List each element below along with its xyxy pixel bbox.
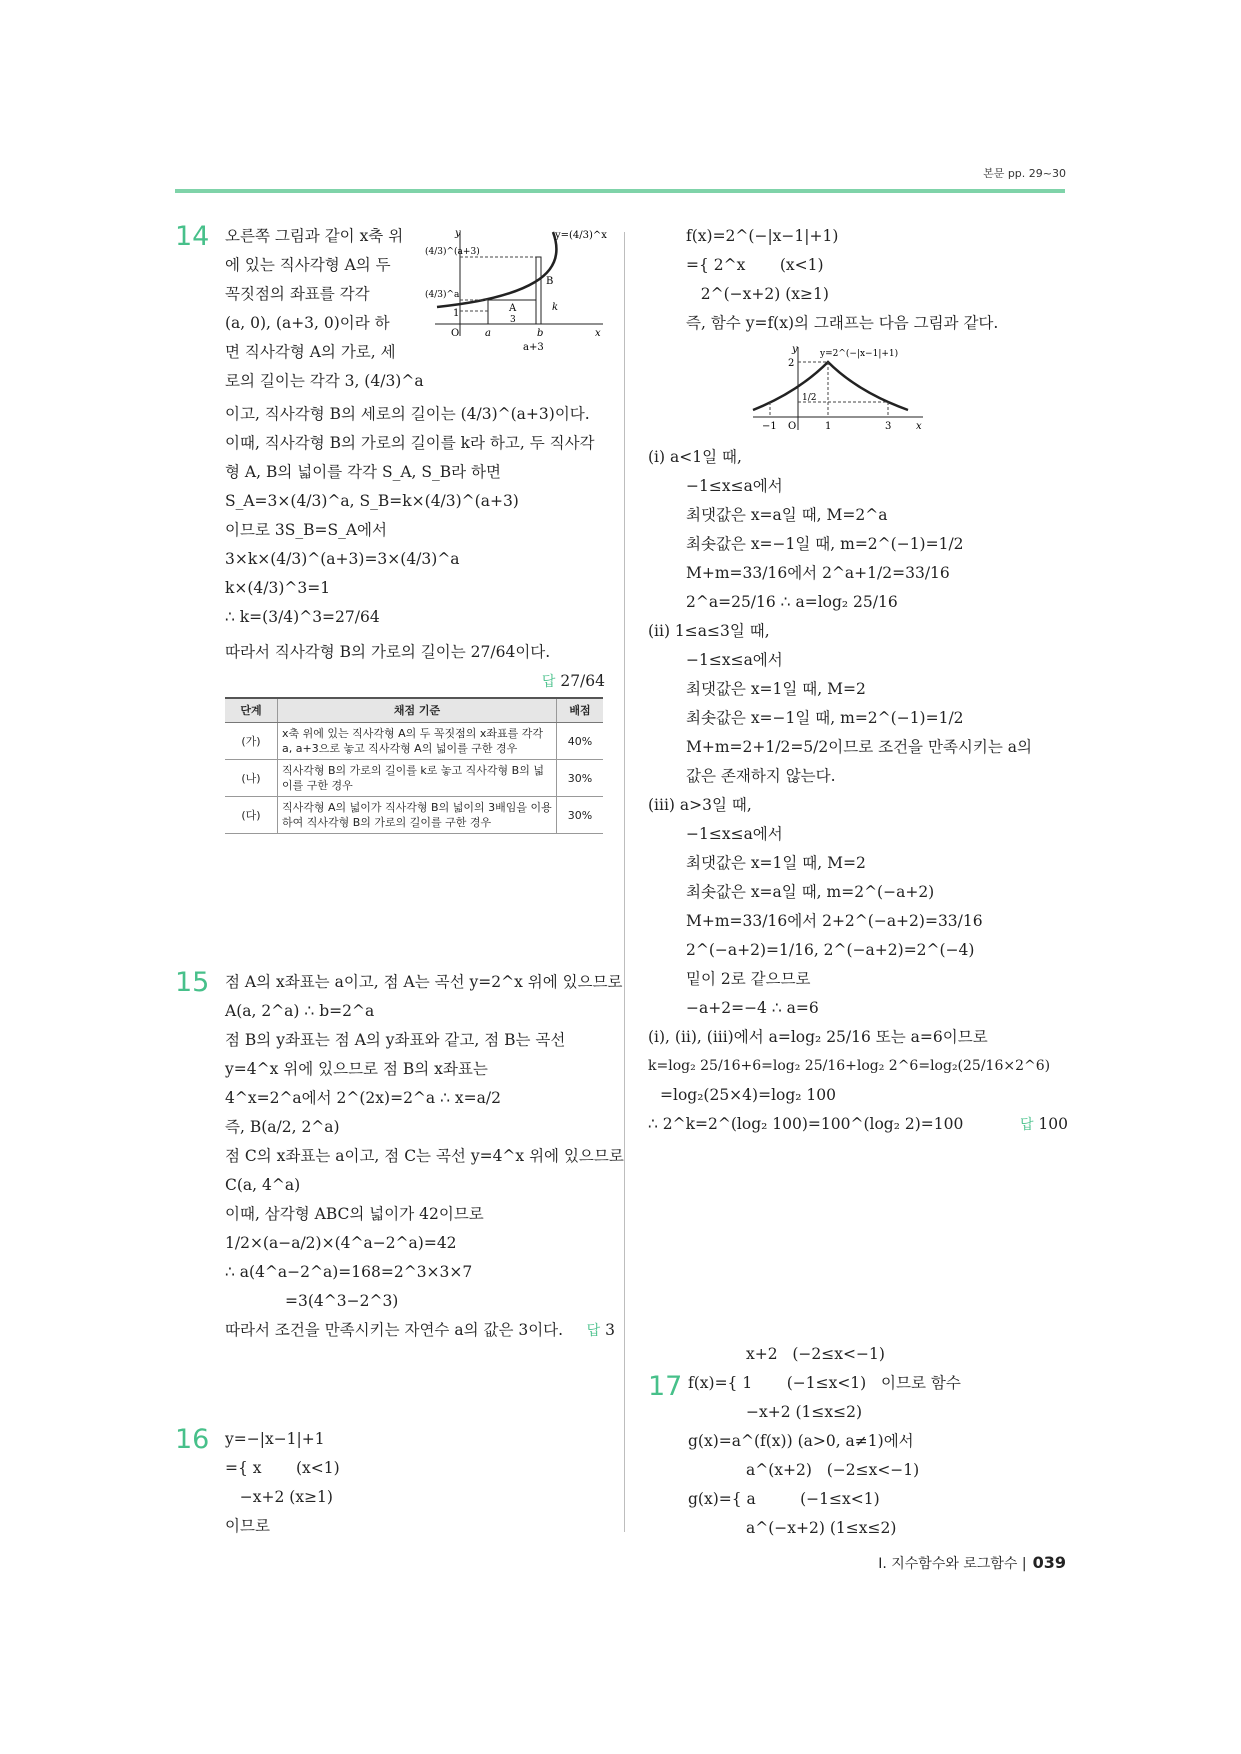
p16-graph-label: y	[792, 344, 798, 355]
p14-graph-label: B	[546, 276, 554, 287]
p16-case-line: 최솟값은 x=−1일 때, m=2^(−1)=1/2	[686, 709, 964, 727]
p14-graph-label: A	[509, 303, 517, 314]
p14-intro-line: 로의 길이는 각각 3, (4/3)^a	[225, 372, 424, 390]
p16-line: ={ x (x<1)	[225, 1459, 340, 1477]
p14-graph-label: y	[455, 228, 461, 239]
p16-case-line: 최댓값은 x=1일 때, M=2	[686, 854, 866, 872]
p16-graph-label: 1	[825, 421, 832, 432]
p17-line: a^(−x+2) (1≤x≤2)	[746, 1519, 897, 1537]
p14-graph-label: (4/3)^a	[425, 290, 460, 300]
left-column	[175, 222, 605, 834]
p14-line: 3×k×(4/3)^(a+3)=3×(4/3)^a	[225, 550, 460, 568]
p16-case-line: k=log₂ 25/16+6=log₂ 25/16+log₂ 2^6=log₂(25/16×2^6)	[648, 1058, 1051, 1074]
p16-right-line: f(x)=2^(−|x−1|+1)	[686, 227, 839, 245]
p17-line: f(x)={ 1 (−1≤x<1) 이므로 함수	[688, 1374, 961, 1392]
table-cell: (나)	[225, 760, 278, 797]
p16-case-line: ∴ 2^k=2^(log₂ 100)=100^(log₂ 2)=100	[648, 1115, 964, 1133]
p16-graph-label: 2	[788, 358, 795, 369]
footer-chapter: Ⅰ. 지수함수와 로그함수 |	[878, 1556, 1027, 1572]
p16-case-line: 최댓값은 x=1일 때, M=2	[686, 680, 866, 698]
page-footer	[878, 1553, 1066, 1573]
p16-right-line: 2^(−x+2) (x≥1)	[686, 285, 829, 303]
p16-graph-label: 3	[885, 421, 892, 432]
p15-line: 즉, B(a/2, 2^a)	[225, 1118, 340, 1136]
p16-graph	[748, 342, 928, 437]
p16-case-line: (iii) a>3일 때,	[648, 796, 752, 814]
p14-line: k×(4/3)^3=1	[225, 579, 331, 597]
p16-graph-label: y=2^(−|x−1|+1)	[820, 349, 899, 359]
p14-intro-line: 오른쪽 그림과 같이 x축 위	[225, 227, 404, 245]
p14-graph	[425, 224, 610, 359]
p14-answer: 27/64	[560, 672, 605, 690]
p16-case-line: 2^(−a+2)=1/16, 2^(−a+2)=2^(−4)	[686, 941, 975, 959]
p16-case-line: =log₂(25×4)=log₂ 100	[660, 1086, 837, 1104]
p14-intro-line: 면 직사각형 A의 가로, 세	[225, 343, 396, 361]
table-cell: 30%	[557, 797, 604, 834]
table-header: 채점 기준	[278, 698, 557, 723]
table-cell: (가)	[225, 723, 278, 760]
p16-case-line: 최솟값은 x=a일 때, m=2^(−a+2)	[686, 883, 935, 901]
p16-graph-label: 1/2	[802, 393, 817, 403]
p16-case-line: (i), (ii), (iii)에서 a=log₂ 25/16 또는 a=6이므로	[648, 1028, 988, 1046]
table-row	[225, 760, 603, 797]
p16-case-line: −a+2=−4 ∴ a=6	[686, 999, 819, 1017]
p14-graph-label: 1	[453, 308, 460, 319]
p14-line: 형 A, B의 넓이를 각각 S_A, S_B라 하면	[225, 463, 501, 481]
answer-mark: 답	[586, 1323, 601, 1339]
problem-number-14: 14	[175, 221, 210, 252]
grading-table	[225, 697, 603, 834]
p15-block	[175, 968, 624, 1346]
p16-answer: 100	[1038, 1115, 1068, 1133]
table-cell: 직사각형 B의 가로의 길이를 k로 놓고 직사각형 B의 넓이를 구한 경우	[278, 760, 557, 797]
p16-case-line: −1≤x≤a에서	[686, 477, 783, 495]
p14-graph-label: 3	[510, 315, 516, 325]
p15-line: 점 A의 x좌표는 a이고, 점 A는 곡선 y=2^x 위에 있으므로	[225, 973, 623, 991]
p16-line: y=−|x−1|+1	[225, 1430, 325, 1448]
table-cell: 30%	[557, 760, 604, 797]
column-divider	[624, 232, 625, 1532]
p16-case-line: M+m=33/16에서 2^a+1/2=33/16	[686, 564, 950, 582]
p17-line: −x+2 (1≤x≤2)	[746, 1403, 863, 1421]
answer-mark: 답	[541, 674, 556, 690]
p15-answer: 3	[605, 1321, 615, 1339]
p16-case-line: −1≤x≤a에서	[686, 825, 783, 843]
p14-intro-line: 꼭짓점의 좌표를 각각	[225, 285, 370, 303]
p16-case-line: 밑이 2로 같으므로	[686, 970, 811, 988]
p16-case-line: (i) a<1일 때,	[648, 448, 742, 466]
page-number: 039	[1032, 1553, 1066, 1572]
p14-intro-line: 에 있는 직사각형 A의 두	[225, 256, 391, 274]
table-cell: 40%	[557, 723, 604, 760]
p15-line: =3(4^3−2^3)	[285, 1292, 399, 1310]
p14-graph-label: y=(4/3)^x	[555, 230, 607, 241]
problem-number-15: 15	[175, 967, 210, 998]
p17-line: x+2 (−2≤x<−1)	[746, 1345, 885, 1363]
p14-graph-label: k	[552, 302, 559, 313]
table-cell: (다)	[225, 797, 278, 834]
p17-line: a^(x+2) (−2≤x<−1)	[746, 1461, 920, 1479]
table-cell: 직사각형 A의 넓이가 직사각형 B의 넓이의 3배임을 이용하여 직사각형 B의 가로의 길이를 구한 경우	[278, 797, 557, 834]
p14-graph-label: O	[451, 328, 460, 339]
p16-case-line: 최솟값은 x=−1일 때, m=2^(−1)=1/2	[686, 535, 964, 553]
p14-graph-label: (4/3)^(a+3)	[425, 247, 480, 257]
p16-case-line: 값은 존재하지 않는다.	[686, 767, 836, 785]
p15-line: A(a, 2^a) ∴ b=2^a	[225, 1002, 375, 1020]
p14-graph-label: x	[595, 328, 601, 339]
p15-line: 이때, 삼각형 ABC의 넓이가 42이므로	[225, 1205, 484, 1223]
p16-right-line: 즉, 함수 y=f(x)의 그래프는 다음 그림과 같다.	[686, 314, 999, 332]
table-row	[225, 797, 603, 834]
p14-graph-label: a+3	[523, 342, 544, 353]
p15-line: 4^x=2^a에서 2^(2x)=2^a ∴ x=a/2	[225, 1089, 501, 1107]
p14-line: 이므로 3S_B=S_A에서	[225, 521, 387, 539]
problem-number-16: 16	[175, 1424, 210, 1455]
table-header: 단계	[225, 698, 278, 723]
p15-line: ∴ a(4^a−2^a)=168=2^3×3×7	[225, 1263, 473, 1281]
p16-right-line: ={ 2^x (x<1)	[686, 256, 824, 274]
p17-line: g(x)={ a (−1≤x<1)	[688, 1490, 880, 1508]
p15-line: 점 B의 y좌표는 점 A의 y좌표와 같고, 점 B는 곡선	[225, 1031, 566, 1049]
table-header: 배점	[557, 698, 604, 723]
p15-line: C(a, 4^a)	[225, 1176, 301, 1194]
p16-case-line: 2^a=25/16 ∴ a=log₂ 25/16	[686, 593, 898, 611]
p15-line: y=4^x 위에 있으므로 점 B의 x좌표는	[225, 1060, 488, 1078]
p15-conclusion: 따라서 조건을 만족시키는 자연수 a의 값은 3이다.	[225, 1321, 564, 1339]
p16-case-line: M+m=33/16에서 2+2^(−a+2)=33/16	[686, 912, 983, 930]
table-row	[225, 723, 603, 760]
problem-number-17: 17	[648, 1371, 683, 1402]
answer-mark: 답	[1019, 1117, 1034, 1133]
p16-case-line: 최댓값은 x=a일 때, M=2^a	[686, 506, 888, 524]
p16-left-block	[175, 1425, 605, 1541]
p14-graph-label: b	[537, 328, 544, 339]
p14-line: ∴ k=(3/4)^3=27/64	[225, 608, 380, 626]
header-rule	[175, 189, 1065, 193]
p17-line: g(x)=a^(f(x)) (a>0, a≠1)에서	[688, 1432, 914, 1450]
p14-line: 이고, 직사각형 B의 세로의 길이는 (4/3)^(a+3)이다.	[225, 405, 590, 423]
p16-case-line: (ii) 1≤a≤3일 때,	[648, 622, 770, 640]
p16-graph-label: −1	[762, 421, 777, 432]
p14-graph-label: a	[485, 328, 491, 339]
page-reference: 본문 pp. 29~30	[983, 167, 1066, 180]
p17-block	[648, 1340, 1068, 1543]
p14-line: 이때, 직사각형 B의 가로의 길이를 k라 하고, 두 직사각	[225, 434, 595, 452]
p16-graph-label: x	[916, 421, 922, 432]
p16-graph-label: O	[788, 421, 797, 432]
p15-line: 점 C의 x좌표는 a이고, 점 C는 곡선 y=4^x 위에 있으므로	[225, 1147, 624, 1165]
p14-conclusion: 따라서 직사각형 B의 가로의 길이는 27/64이다.	[225, 643, 551, 661]
p14-intro-line: (a, 0), (a+3, 0)이라 하	[225, 314, 390, 332]
table-cell: x축 위에 있는 직사각형 A의 두 꼭짓점의 x좌표를 각각 a, a+3으로 놓고 직사각형 A의 넓이를 구한 경우	[278, 723, 557, 760]
p16-line: 이므로	[225, 1517, 270, 1535]
p14-line: S_A=3×(4/3)^a, S_B=k×(4/3)^(a+3)	[225, 492, 519, 510]
p15-line: 1/2×(a−a/2)×(4^a−2^a)=42	[225, 1234, 457, 1252]
p16-case-line: −1≤x≤a에서	[686, 651, 783, 669]
right-column	[648, 222, 1068, 1140]
p16-case-line: M+m=2+1/2=5/2이므로 조건을 만족시키는 a의	[686, 738, 1032, 756]
p16-line: −x+2 (x≥1)	[225, 1488, 333, 1506]
